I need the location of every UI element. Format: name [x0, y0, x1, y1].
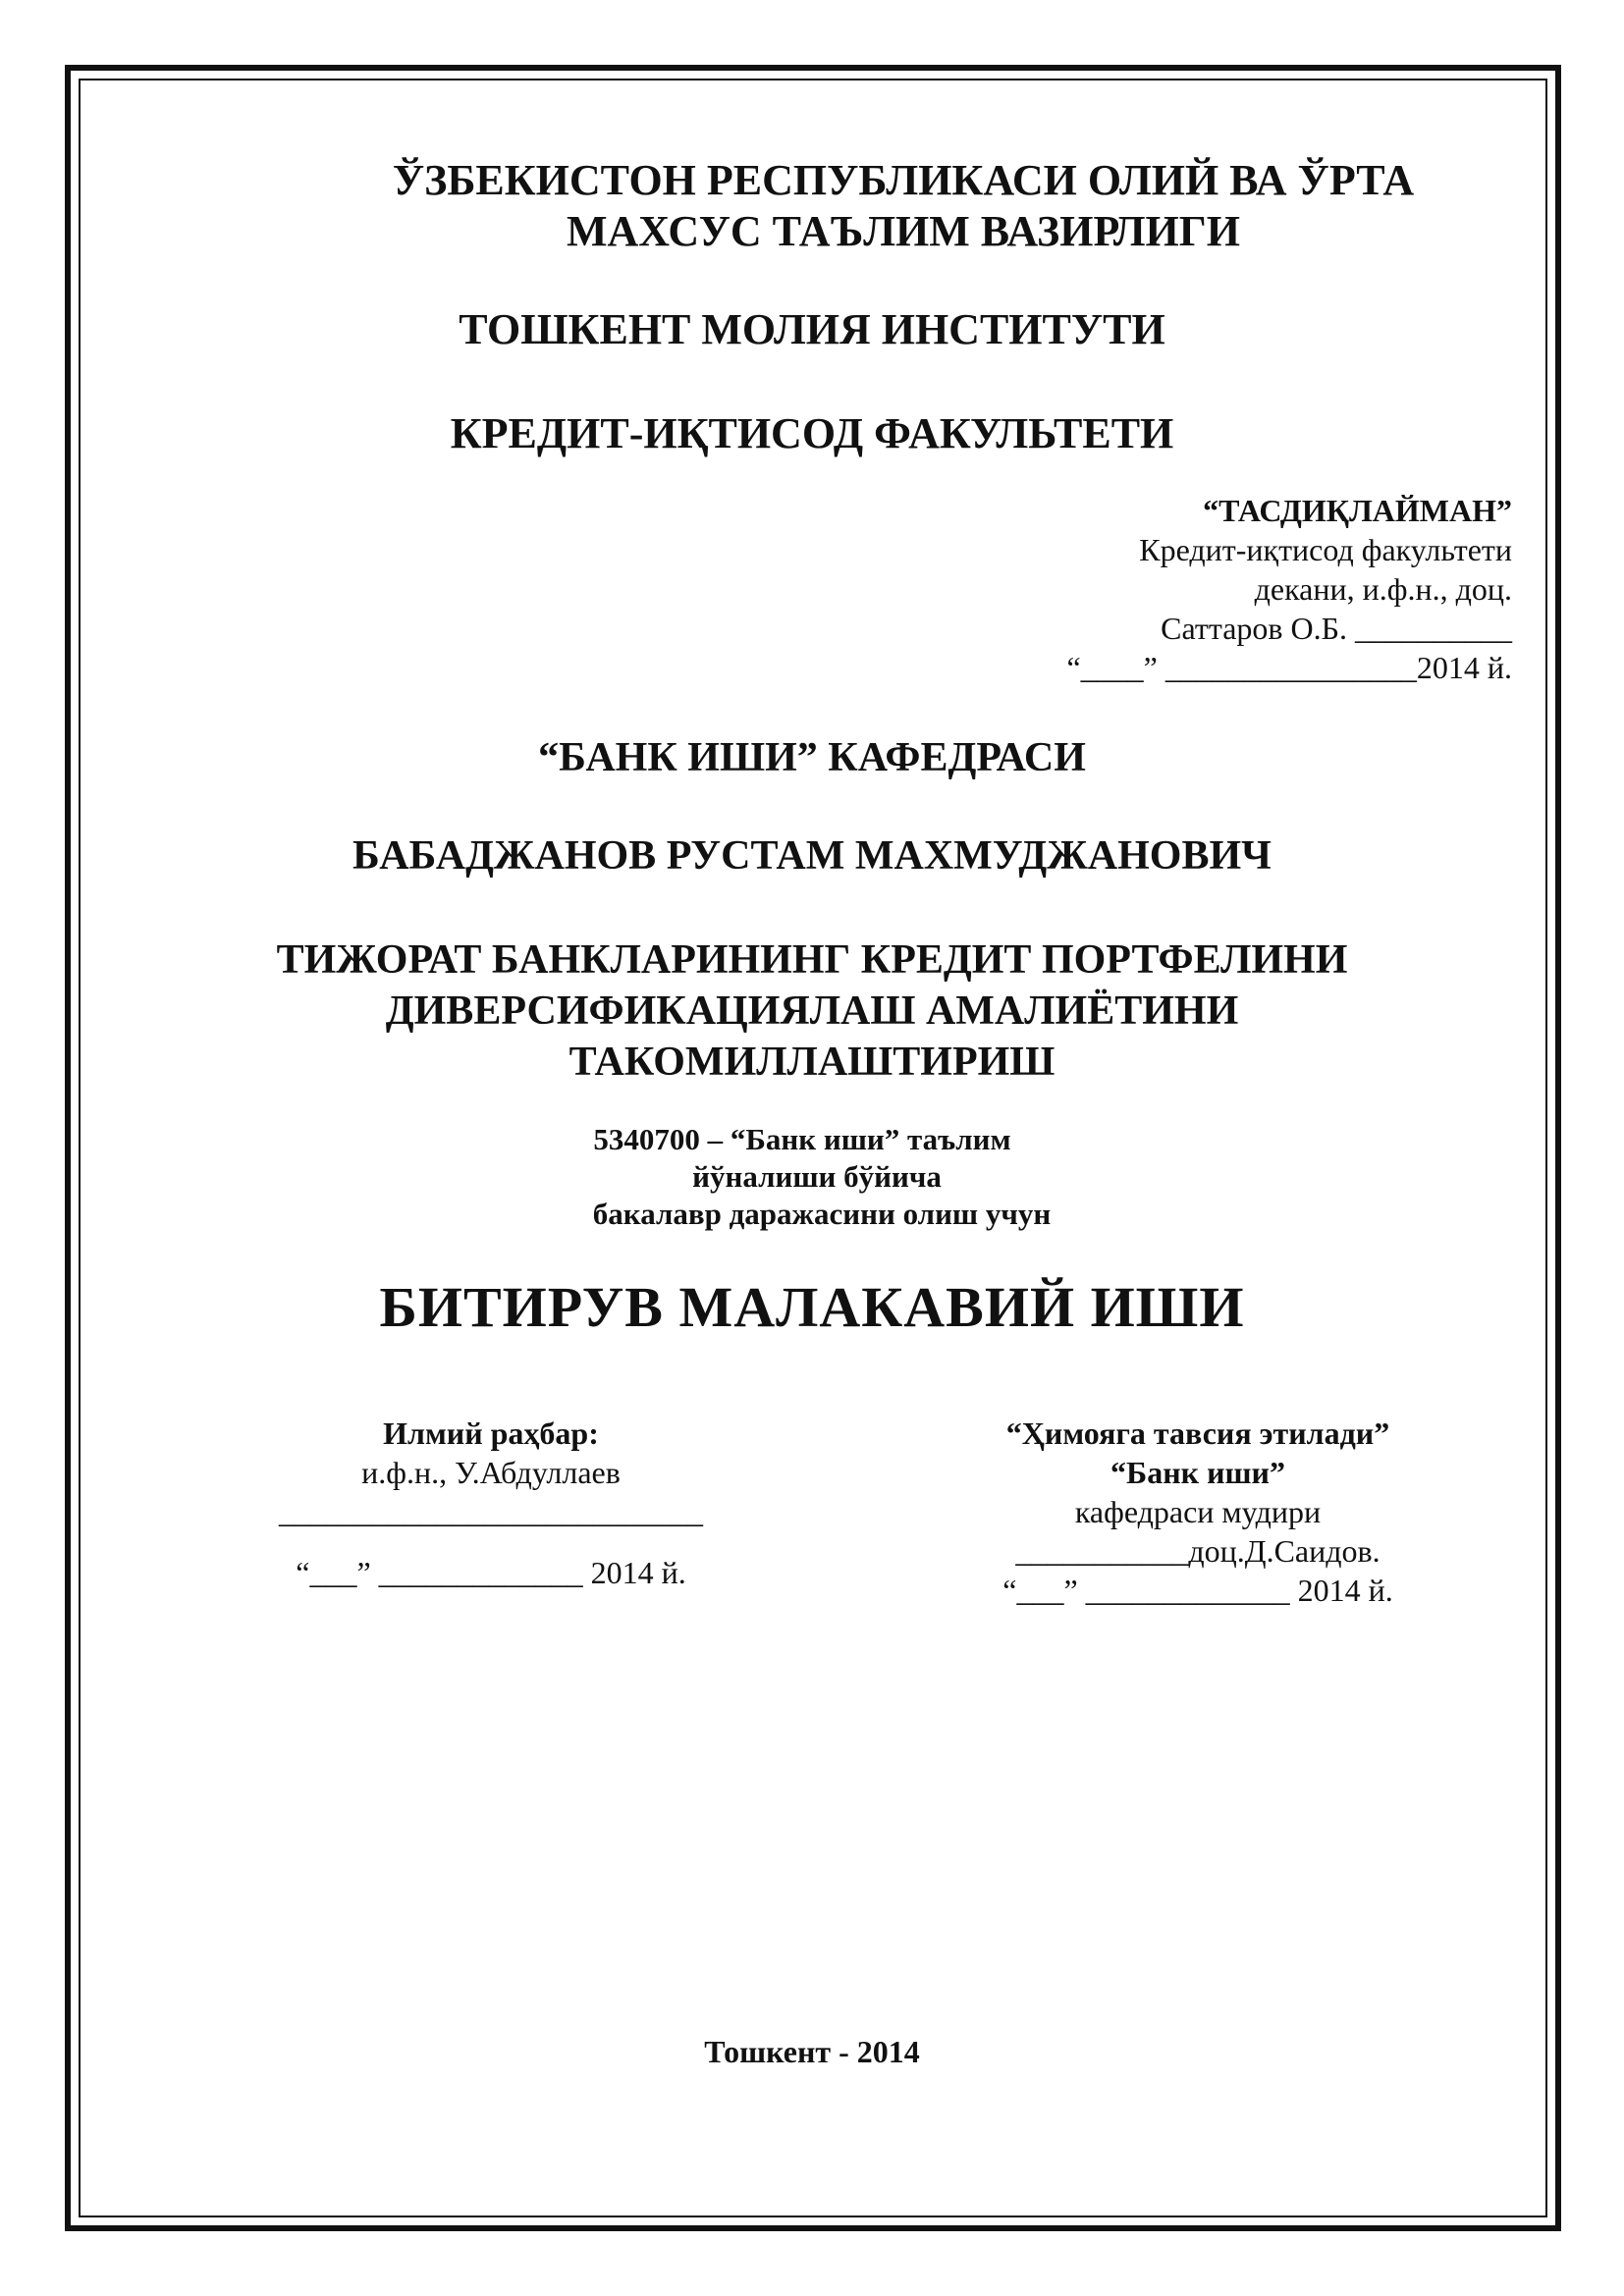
- direction-line-1: 5340700 – “Банк иши” таълим: [593, 1122, 1011, 1156]
- topic-line-1: ТИЖОРАТ БАНКЛАРИНИНГ КРЕДИТ ПОРТФЕЛИНИ: [276, 937, 1348, 983]
- department-name: “БАНК ИШИ” КАФЕДРАСИ: [538, 735, 1086, 780]
- supervisor-signature-line: ___________________________: [279, 1494, 703, 1529]
- thesis-topic: [0, 934, 1624, 1088]
- work-type-title: БИТИРУВ МАЛАКАВИЙ ИШИ: [379, 1275, 1245, 1339]
- defense-role: кафедраси мудири: [1074, 1494, 1322, 1529]
- approval-block: [1066, 491, 1512, 687]
- ministry-line-2: МАХСУС ТАЪЛИМ ВАЗИРЛИГИ: [566, 207, 1241, 255]
- defense-signature: ___________доц.Д.Саидов.: [1015, 1533, 1380, 1569]
- supervisor-name: и.ф.н., У.Абдуллаев: [361, 1455, 621, 1490]
- author-name: БАБАДЖАНОВ РУСТАМ МАХМУДЖАНОВИЧ: [352, 833, 1272, 879]
- supervisor-block: [245, 1414, 736, 1592]
- ministry-heading: [98, 155, 1624, 257]
- approval-line-1: Кредит-иқтисод факультети: [1139, 532, 1512, 567]
- supervisor-label: Илмий раҳбар:: [383, 1415, 599, 1451]
- city-year: Тошкент - 2014: [704, 2034, 920, 2069]
- faculty-name: КРЕДИТ-ИҚТИСОД ФАКУЛЬТЕТИ: [450, 409, 1174, 457]
- approval-line-2: декани, и.ф.н., доц.: [1254, 571, 1512, 607]
- direction-line-2: йўналиши бўйича: [692, 1159, 942, 1194]
- institute-name: ТОШКЕНТ МОЛИЯ ИНСТИТУТИ: [459, 305, 1165, 353]
- approval-line-3: Саттаров О.Б. __________: [1161, 611, 1512, 646]
- defense-date: “___” _____________ 2014 й.: [1002, 1573, 1393, 1608]
- topic-line-3: ТАКОМИЛЛАШТИРИШ: [568, 1040, 1056, 1085]
- study-direction: [0, 1121, 1624, 1233]
- direction-line-3: бакалавр даражасини олиш учун: [592, 1197, 1052, 1231]
- defense-recommendation-block: [903, 1414, 1492, 1610]
- defense-label: “Ҳимояга тавсия этилади”: [1005, 1415, 1390, 1451]
- defense-department: “Банк иши”: [1110, 1455, 1285, 1490]
- supervisor-date: “___” _____________ 2014 й.: [296, 1555, 686, 1590]
- approval-title: “ТАСДИҚЛАЙМАН”: [1203, 493, 1512, 528]
- ministry-line-1: ЎЗБЕКИСТОН РЕСПУБЛИКАСИ ОЛИЙ ВА ЎРТА: [392, 156, 1415, 204]
- topic-line-2: ДИВЕРСИФИКАЦИЯЛАШ АМАЛИЁТИНИ: [385, 988, 1239, 1034]
- approval-line-4: “____” ________________2014 й.: [1066, 650, 1512, 685]
